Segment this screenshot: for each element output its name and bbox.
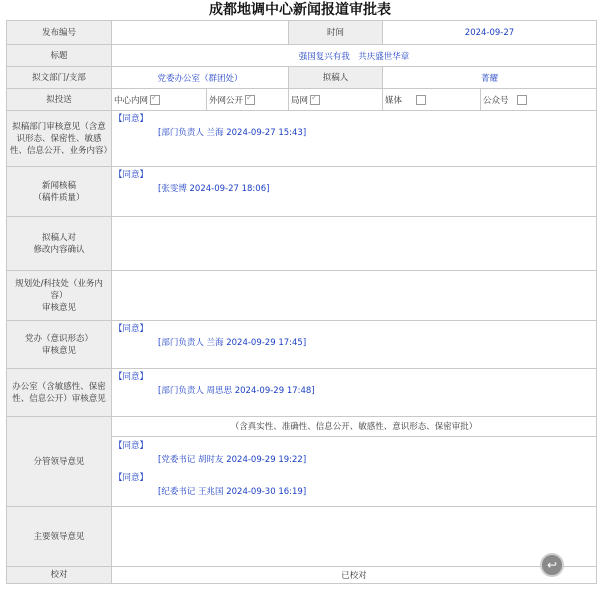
channel-wechat xyxy=(481,89,597,111)
channel-bureau-label: 局网 xyxy=(291,95,309,106)
channels-label: 拟投送 xyxy=(7,89,112,111)
row-proofread xyxy=(7,567,597,584)
row-news-review xyxy=(7,167,597,217)
row-dept-review xyxy=(7,111,597,167)
planning-review-label-2: 审核意见 xyxy=(41,302,76,313)
planning-review-content xyxy=(112,271,597,321)
office-review-signature: [部门负责人 周思思 2024-09-29 17:48] xyxy=(158,386,315,396)
proofread-label: 校对 xyxy=(7,567,112,584)
channel-wechat-label: 公众号 xyxy=(483,95,509,106)
dept-label: 拟文部门/支部 xyxy=(7,67,112,89)
leader-review-note: （含真实性、准确性、信息公开、敏感性、意识形态、保密审批） xyxy=(230,421,478,432)
channel-bureau xyxy=(289,89,383,111)
chat-bubble-icon[interactable]: ↩ xyxy=(540,553,564,577)
news-review-label-2: （稿件质量） xyxy=(33,192,85,203)
party-review-label-1: 党办（意识形态） xyxy=(24,333,93,344)
office-review-content xyxy=(112,369,597,417)
news-review-label xyxy=(7,167,112,217)
doc-no-label: 发布编号 xyxy=(7,21,112,45)
party-review-label xyxy=(7,321,112,369)
channel-intranet xyxy=(112,89,207,111)
leader-review-label: 分管领导意见 xyxy=(7,417,112,507)
approval-form xyxy=(6,20,597,584)
dept-review-label: 拟稿部门审核意见（含意识形态、保密性、敏感性、信息公开、业务内容） xyxy=(7,111,112,167)
time-value: 2024-09-27 xyxy=(383,21,597,45)
row-leader-note xyxy=(7,417,597,437)
subject-label: 标题 xyxy=(7,45,112,67)
news-review-content xyxy=(112,167,597,217)
channel-intranet-checkbox[interactable] xyxy=(150,95,160,105)
time-label: 时间 xyxy=(289,21,383,45)
planning-review-label xyxy=(7,271,112,321)
channel-media xyxy=(383,89,481,111)
party-review-signature: [部门负责人 兰海 2024-09-29 17:45] xyxy=(158,338,307,348)
main-leader-content xyxy=(112,507,597,567)
news-review-signature: [张雯博 2024-09-27 18:06] xyxy=(158,184,270,194)
party-review-content xyxy=(112,321,597,369)
dept-value: 党委办公室（群团处） xyxy=(112,67,289,89)
news-review-tag: 【同意】 xyxy=(114,170,149,180)
row-drafter-confirm xyxy=(7,217,597,271)
leader-review-content xyxy=(112,437,597,507)
channel-public xyxy=(207,89,289,111)
channel-media-label: 媒体 xyxy=(385,95,403,106)
dept-review-content xyxy=(112,111,597,167)
channel-intranet-label: 中心内网 xyxy=(114,95,149,106)
drafter-confirm-content xyxy=(112,217,597,271)
channel-bureau-checkbox[interactable] xyxy=(310,95,320,105)
drafter-value: 菁耀 xyxy=(383,67,597,89)
leader-review-signature-2: [纪委书记 王兆国 2024-09-30 16:19] xyxy=(158,487,307,497)
dept-review-tag: 【同意】 xyxy=(114,114,149,124)
main-leader-label: 主要领导意见 xyxy=(7,507,112,567)
channel-media-checkbox[interactable] xyxy=(416,95,426,105)
drafter-confirm-label-2: 修改内容确认 xyxy=(33,244,85,255)
channel-public-checkbox[interactable] xyxy=(245,95,255,105)
row-party-review xyxy=(7,321,597,369)
planning-review-label-1: 规划处/科技处（业务内容） xyxy=(15,278,103,301)
office-review-tag: 【同意】 xyxy=(114,372,149,382)
drafter-confirm-label xyxy=(7,217,112,271)
row-subject xyxy=(7,45,597,67)
party-review-tag: 【同意】 xyxy=(114,324,149,334)
form-title: 成都地调中心新闻报道审批表 xyxy=(209,2,391,18)
dept-review-signature: [部门负责人 兰海 2024-09-27 15:43] xyxy=(158,128,307,138)
leader-review-tag-2: 【同意】 xyxy=(114,473,149,483)
row-dept xyxy=(7,67,597,89)
row-doc-no xyxy=(7,21,597,45)
row-planning-review xyxy=(7,271,597,321)
channel-wechat-checkbox[interactable] xyxy=(517,95,527,105)
row-channels xyxy=(7,89,597,111)
party-review-label-2: 审核意见 xyxy=(41,345,76,356)
subject-value: 强国复兴有我 共庆盛世华章 xyxy=(112,45,597,67)
proofread-value: 已校对 xyxy=(112,567,597,584)
office-review-label: 办公室（含敏感性、保密性、信息公开）审核意见 xyxy=(7,369,112,417)
row-main-leader xyxy=(7,507,597,567)
drafter-label: 拟稿人 xyxy=(289,67,383,89)
leader-review-signature-1: [党委书记 胡时友 2024-09-29 19:22] xyxy=(158,455,307,465)
leader-review-tag-1: 【同意】 xyxy=(114,441,149,451)
news-review-label-1: 新闻核稿 xyxy=(41,180,76,191)
doc-no-value xyxy=(112,21,289,45)
row-office-review xyxy=(7,369,597,417)
leader-review-note-cell xyxy=(112,417,597,437)
channel-public-label: 外网公开 xyxy=(209,95,244,106)
drafter-confirm-label-1: 拟稿人对 xyxy=(41,232,76,243)
